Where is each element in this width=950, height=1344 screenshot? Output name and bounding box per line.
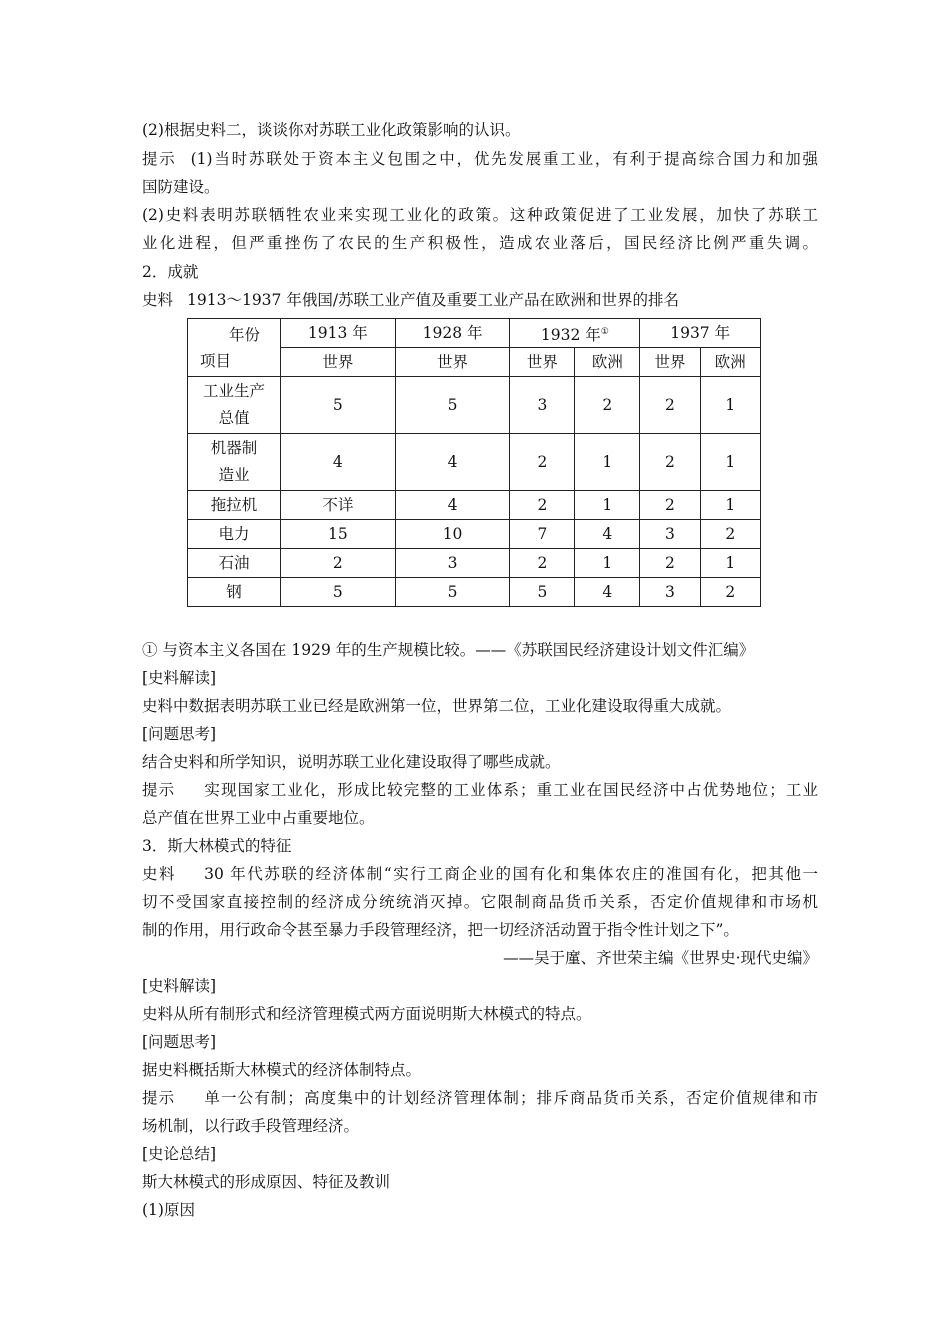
cell: 2 xyxy=(640,434,700,491)
source-line xyxy=(142,861,818,887)
cell: 2 xyxy=(575,377,640,434)
cell: 不详 xyxy=(281,491,396,520)
source-label: 史料 xyxy=(142,291,174,309)
summary-text: 斯大林模式的形成原因、特征及教训 xyxy=(142,1173,391,1191)
cell: 1 xyxy=(700,377,760,434)
table-footnote: ① 与资本主义各国在 1929 年的生产规模比较。——《苏联国民经济建设计划文件汇编》 xyxy=(142,641,755,659)
cell: 1 xyxy=(700,434,760,491)
cell: 3 xyxy=(640,578,700,607)
table-row xyxy=(188,549,761,578)
source-title-line xyxy=(142,287,818,313)
row-label: 石油 xyxy=(188,549,281,578)
cell: 1 xyxy=(575,491,640,520)
hint-line-cont: 场机制，以行政手段管理经济。 xyxy=(142,1117,360,1135)
footnote-mark: ① xyxy=(600,326,609,337)
source-attribution: ——吴于廑、齐世荣主编《世界史·现代史编》 xyxy=(503,949,818,967)
cell: 4 xyxy=(395,434,510,491)
hint-label: 提示 xyxy=(142,1089,176,1107)
cell: 4 xyxy=(575,578,640,607)
hint-2-line: (2)史料表明苏联牺牲农业来实现工业化的政策。这种政策促进了工业发展，加快了苏联工 xyxy=(142,206,818,224)
cell: 5 xyxy=(510,578,575,607)
think-label: [问题思考] xyxy=(142,725,217,743)
think-text: 据史料概括斯大林模式的经济体制特点。 xyxy=(142,1061,422,1079)
cell: 2 xyxy=(510,434,575,491)
cell: 1 xyxy=(575,434,640,491)
cause-heading: (1)原因 xyxy=(142,1201,195,1219)
cell: 1 xyxy=(575,549,640,578)
cell: 5 xyxy=(281,377,396,434)
table-row xyxy=(188,434,761,491)
hint-label: 提示 xyxy=(142,781,176,799)
col-world: 世界 xyxy=(640,348,700,377)
cell: 7 xyxy=(510,520,575,549)
cell: 3 xyxy=(640,520,700,549)
cell: 2 xyxy=(640,491,700,520)
col-world: 世界 xyxy=(395,348,510,377)
hint-line-cont: 总产值在世界工业中占重要地位。 xyxy=(142,809,375,827)
source-title: 1913～1937 年俄国/苏联工业产值及重要工业产品在欧洲和世界的排名 xyxy=(187,291,680,309)
cell: 5 xyxy=(395,377,510,434)
section-heading: 3．斯大林模式的特征 xyxy=(142,837,292,855)
cell: 4 xyxy=(281,434,396,491)
cell: 4 xyxy=(395,491,510,520)
header-year: 年份 xyxy=(228,325,260,344)
cell: 1 xyxy=(700,491,760,520)
hint-text: (1)当时苏联处于资本主义包围之中，优先发展重工业，有利于提高综合国力和加强 xyxy=(190,150,818,168)
table-row xyxy=(188,520,761,549)
hint-line-cont: 国防建设。 xyxy=(142,178,220,196)
cell: 1 xyxy=(700,549,760,578)
hint-line xyxy=(142,777,818,803)
source-label: 史料 xyxy=(142,865,177,883)
section-heading: 2．成就 xyxy=(142,263,199,281)
cell: 5 xyxy=(281,578,396,607)
source-text: 30 年代苏联的经济体制“实行工商企业的国有化和集体农庄的准国有化，把其他一 xyxy=(204,865,818,883)
cell: 2 xyxy=(510,491,575,520)
ranking-table xyxy=(187,318,761,607)
question-2: (2)根据史料二，谈谈你对苏联工业化政策影响的认识。 xyxy=(142,121,521,139)
think-label: [问题思考] xyxy=(142,1033,217,1051)
hint-2-line-cont: 业化进程，但严重挫伤了农民的生产积极性，造成农业落后，国民经济比例严重失调。 xyxy=(142,234,818,252)
hint-label: 提示 xyxy=(142,150,177,168)
cell: 4 xyxy=(575,520,640,549)
col-world: 世界 xyxy=(281,348,396,377)
interp-text: 史料从所有制形式和经济管理模式两方面说明斯大林模式的特点。 xyxy=(142,1005,592,1023)
row-label: 工业生产 总值 xyxy=(188,377,281,434)
col-world: 世界 xyxy=(510,348,575,377)
col-europe: 欧洲 xyxy=(575,348,640,377)
interp-text: 史料中数据表明苏联工业已经是欧洲第一位，世界第二位，工业化建设取得重大成就。 xyxy=(142,697,732,715)
row-label: 钢 xyxy=(188,578,281,607)
row-label: 拖拉机 xyxy=(188,491,281,520)
table-row xyxy=(188,491,761,520)
table-row xyxy=(188,578,761,607)
year-1937: 1937 年 xyxy=(640,319,761,348)
header-item: 项目 xyxy=(200,351,232,370)
cell: 2 xyxy=(700,520,760,549)
source-line-cont: 切不受国家直接控制的经济成分统统消灭掉。它限制商品货币关系，否定价值规律和市场机 xyxy=(142,893,818,911)
cell: 2 xyxy=(281,549,396,578)
summary-label: [史论总结] xyxy=(142,1145,217,1163)
hint-text: 单一公有制；高度集中的计划经济管理体制；排斥商品货币关系，否定价值规律和市 xyxy=(203,1089,818,1107)
year-1928: 1928 年 xyxy=(395,319,510,348)
cell: 3 xyxy=(510,377,575,434)
table-corner-header xyxy=(188,319,281,377)
source-line-cont: 制的作用，用行政命令甚至暴力手段管理经济，把一切经济活动置于指令性计划之下”。 xyxy=(142,921,739,939)
row-label: 电力 xyxy=(188,520,281,549)
hint-text: 实现国家工业化，形成比较完整的工业体系；重工业在国民经济中占优势地位；工业 xyxy=(203,781,818,799)
cell: 15 xyxy=(281,520,396,549)
cell: 10 xyxy=(395,520,510,549)
cell: 2 xyxy=(640,377,700,434)
cell: 5 xyxy=(395,578,510,607)
interp-label: [史料解读] xyxy=(142,669,217,687)
think-text: 结合史料和所学知识，说明苏联工业化建设取得了哪些成就。 xyxy=(142,753,561,771)
cell: 2 xyxy=(510,549,575,578)
hint-line xyxy=(142,146,818,172)
cell: 2 xyxy=(640,549,700,578)
year-1932: 1932 年① xyxy=(510,319,640,348)
interp-label: [史料解读] xyxy=(142,977,217,995)
hint-line xyxy=(142,1085,818,1111)
cell: 3 xyxy=(395,549,510,578)
year-1913: 1913 年 xyxy=(281,319,396,348)
row-label: 机器制 造业 xyxy=(188,434,281,491)
cell: 2 xyxy=(700,578,760,607)
table-row xyxy=(188,377,761,434)
col-europe: 欧洲 xyxy=(700,348,760,377)
